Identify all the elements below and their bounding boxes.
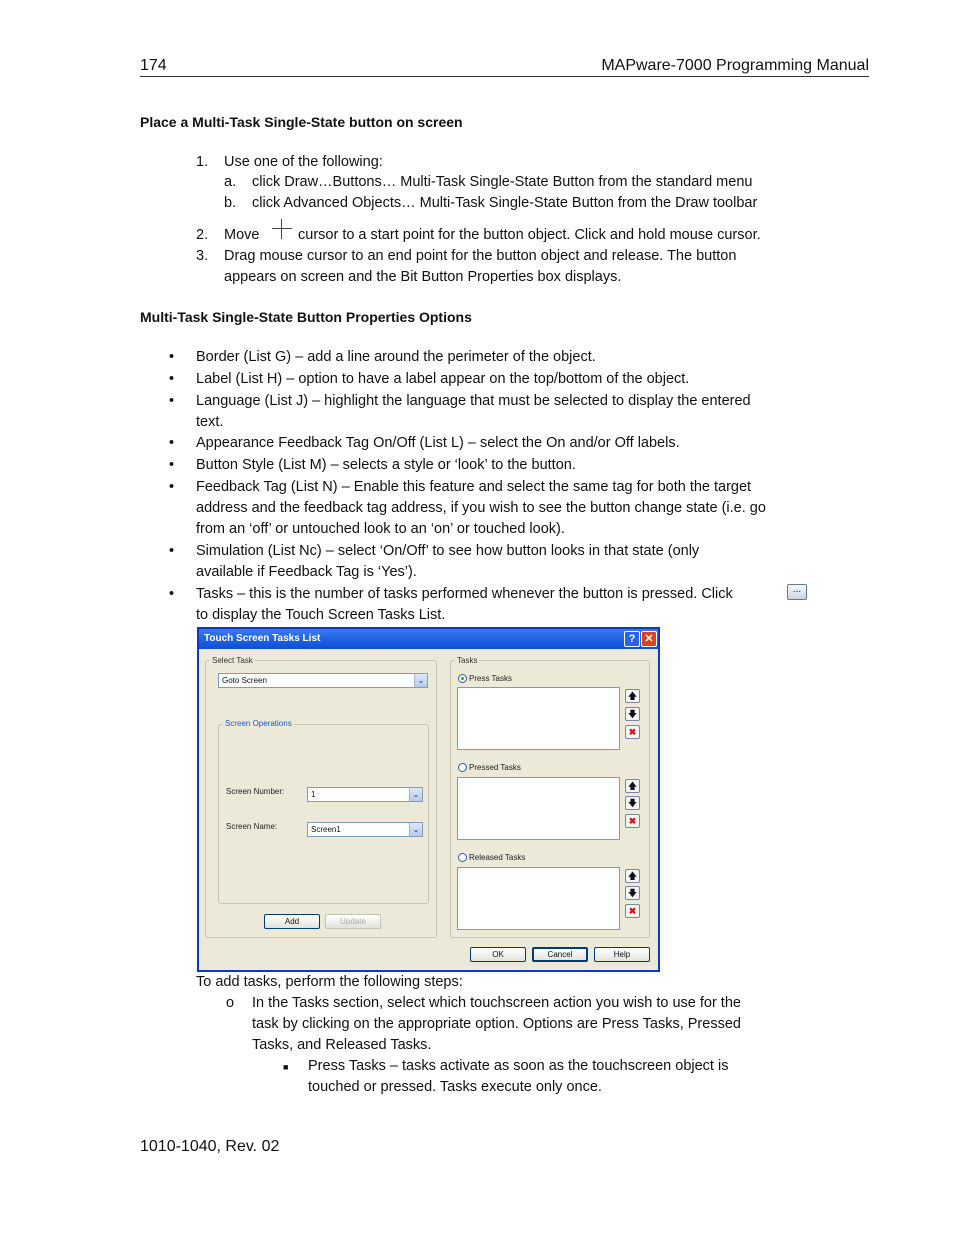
released-tasks-list[interactable]: [457, 867, 620, 930]
screen-number-value: 1: [311, 790, 316, 799]
bullet-feedback-tag-cont-1: address and the feedback tag address, if you wish to see the button change state (i.e. go: [196, 500, 766, 516]
square-bullet-icon: ■: [283, 1062, 289, 1072]
footer-doc-number: 1010-1040, Rev. 02: [140, 1138, 280, 1155]
add-tasks-intro: To add tasks, perform the following steps:: [196, 974, 463, 990]
section-heading-place-button: Place a Multi-Task Single-State button on screen: [140, 114, 463, 130]
screen-operations-label: Screen Operations: [225, 719, 292, 728]
press-tasks-radio[interactable]: [458, 674, 467, 683]
screen-number-label: Screen Number:: [226, 787, 285, 796]
dialog-title-bar: [199, 629, 658, 649]
help-title-icon[interactable]: ?: [624, 631, 640, 647]
pressed-tasks-list[interactable]: [457, 777, 620, 840]
step-2-text-before: Move: [224, 227, 260, 243]
sub-bullet-line-1: In the Tasks section, select which touchscreen action you wish to use for the: [252, 995, 741, 1011]
pressed-tasks-label: Pressed Tasks: [469, 763, 521, 772]
add-button[interactable]: Add: [264, 914, 320, 929]
page-number: 174: [140, 57, 167, 74]
screen-name-combo[interactable]: [307, 822, 423, 837]
screen-name-label: Screen Name:: [226, 822, 278, 831]
sub-bullet-line-2: task by clicking on the appropriate option. Options are Press Tasks, Pressed: [252, 1016, 741, 1032]
close-icon[interactable]: ✕: [641, 631, 657, 647]
step-1b-letter: b.: [224, 195, 237, 211]
section-heading-properties-options: Multi-Task Single-State Button Properties Options: [140, 309, 472, 325]
ellipsis-button-icon: ...: [787, 584, 807, 600]
screen-number-combo[interactable]: [307, 787, 423, 802]
move-down-icon[interactable]: 🡇: [625, 886, 640, 900]
step-1a-text: click Draw…Buttons… Multi-Task Single-State Button from the standard menu: [252, 174, 753, 190]
manual-title: MAPware-7000 Programming Manual: [601, 57, 869, 74]
press-tasks-desc-line-2: touched or pressed. Tasks execute only once.: [308, 1079, 602, 1095]
move-down-icon[interactable]: 🡇: [625, 796, 640, 810]
pressed-tasks-radio[interactable]: [458, 763, 467, 772]
delete-icon[interactable]: ✖: [625, 904, 640, 918]
bullet-feedback-tag: • Feedback Tag (List N) – Enable this feature and select the same tag for both the target: [196, 477, 751, 498]
header-rule: [140, 76, 869, 77]
press-tasks-description: [283, 1056, 729, 1077]
touch-screen-tasks-dialog: [197, 627, 660, 972]
step-1-text: Use one of the following:: [224, 154, 383, 170]
bullet-language: • Language (List J) – highlight the language that must be selected to display the entered: [196, 391, 751, 412]
sub-bullet-marker: o: [226, 995, 235, 1011]
cancel-button[interactable]: Cancel: [532, 947, 588, 962]
select-task-label: Select Task: [212, 656, 253, 665]
bullet-appearance-feedback: • Appearance Feedback Tag On/Off (List L) – select the On and/or Off labels.: [196, 433, 680, 454]
screen-operations-group: [218, 724, 429, 904]
delete-icon[interactable]: ✖: [625, 725, 640, 739]
press-tasks-label: Press Tasks: [469, 674, 512, 683]
bullet-simulation: • Simulation (List Nc) – select ‘On/Off’ to see how button looks in that state (only: [196, 541, 699, 562]
bullet-button-style: • Button Style (List M) – selects a style or ‘look’ to the button.: [196, 455, 576, 476]
bullet-feedback-tag-cont-2: from an ‘off’ or untouched look to an ‘on’ or touched look).: [196, 521, 565, 537]
bullet-tasks: • Tasks – this is the number of tasks performed whenever the button is pressed. Click: [196, 584, 733, 605]
move-up-icon[interactable]: 🡅: [625, 779, 640, 793]
step-3-number: 3.: [196, 248, 209, 264]
step-2-number: 2.: [196, 227, 209, 243]
bullet-language-cont: text.: [196, 414, 224, 430]
sub-bullet-line-3: Tasks, and Released Tasks.: [252, 1037, 432, 1053]
move-up-icon[interactable]: 🡅: [625, 869, 640, 883]
bullet-label: • Label (List H) – option to have a label appear on the top/bottom of the object.: [196, 369, 689, 390]
help-button[interactable]: Help: [594, 947, 650, 962]
step-2-text-after: cursor to a start point for the button object. Click and hold mouse cursor.: [298, 227, 761, 243]
step-1-number: 1.: [196, 154, 209, 170]
released-tasks-radio[interactable]: [458, 853, 467, 862]
press-tasks-desc-line-1: Press Tasks – tasks activate as soon as the touchscreen object is: [308, 1058, 729, 1074]
step-1a-letter: a.: [224, 174, 237, 190]
step-1b-text: click Advanced Objects… Multi-Task Single-State Button from the Draw toolbar: [252, 195, 758, 211]
step-3-line-1: Drag mouse cursor to an end point for the button object and release. The button: [224, 248, 737, 264]
select-task-combo[interactable]: [218, 673, 428, 688]
chevron-down-icon[interactable]: ⌄: [409, 788, 422, 801]
move-up-icon[interactable]: 🡅: [625, 689, 640, 703]
bullet-tasks-cont: to display the Touch Screen Tasks List.: [196, 607, 446, 623]
select-task-value: Goto Screen: [222, 676, 267, 685]
tasks-label: Tasks: [457, 656, 478, 665]
bullet-border: • Border (List G) – add a line around the perimeter of the object.: [196, 347, 596, 368]
chevron-down-icon[interactable]: ⌄: [414, 674, 427, 687]
dialog-title: Touch Screen Tasks List: [204, 633, 321, 644]
move-down-icon[interactable]: 🡇: [625, 707, 640, 721]
chevron-down-icon[interactable]: ⌄: [409, 823, 422, 836]
crosshair-cursor-icon: [272, 219, 292, 239]
step-3-line-2: appears on screen and the Bit Button Properties box displays.: [224, 269, 622, 285]
update-button[interactable]: Update: [325, 914, 381, 929]
screen-name-value: Screen1: [311, 825, 341, 834]
bullet-simulation-cont: available if Feedback Tag is ‘Yes’).: [196, 564, 417, 580]
delete-icon[interactable]: ✖: [625, 814, 640, 828]
press-tasks-list[interactable]: [457, 687, 620, 750]
ok-button[interactable]: OK: [470, 947, 526, 962]
released-tasks-label: Released Tasks: [469, 853, 526, 862]
